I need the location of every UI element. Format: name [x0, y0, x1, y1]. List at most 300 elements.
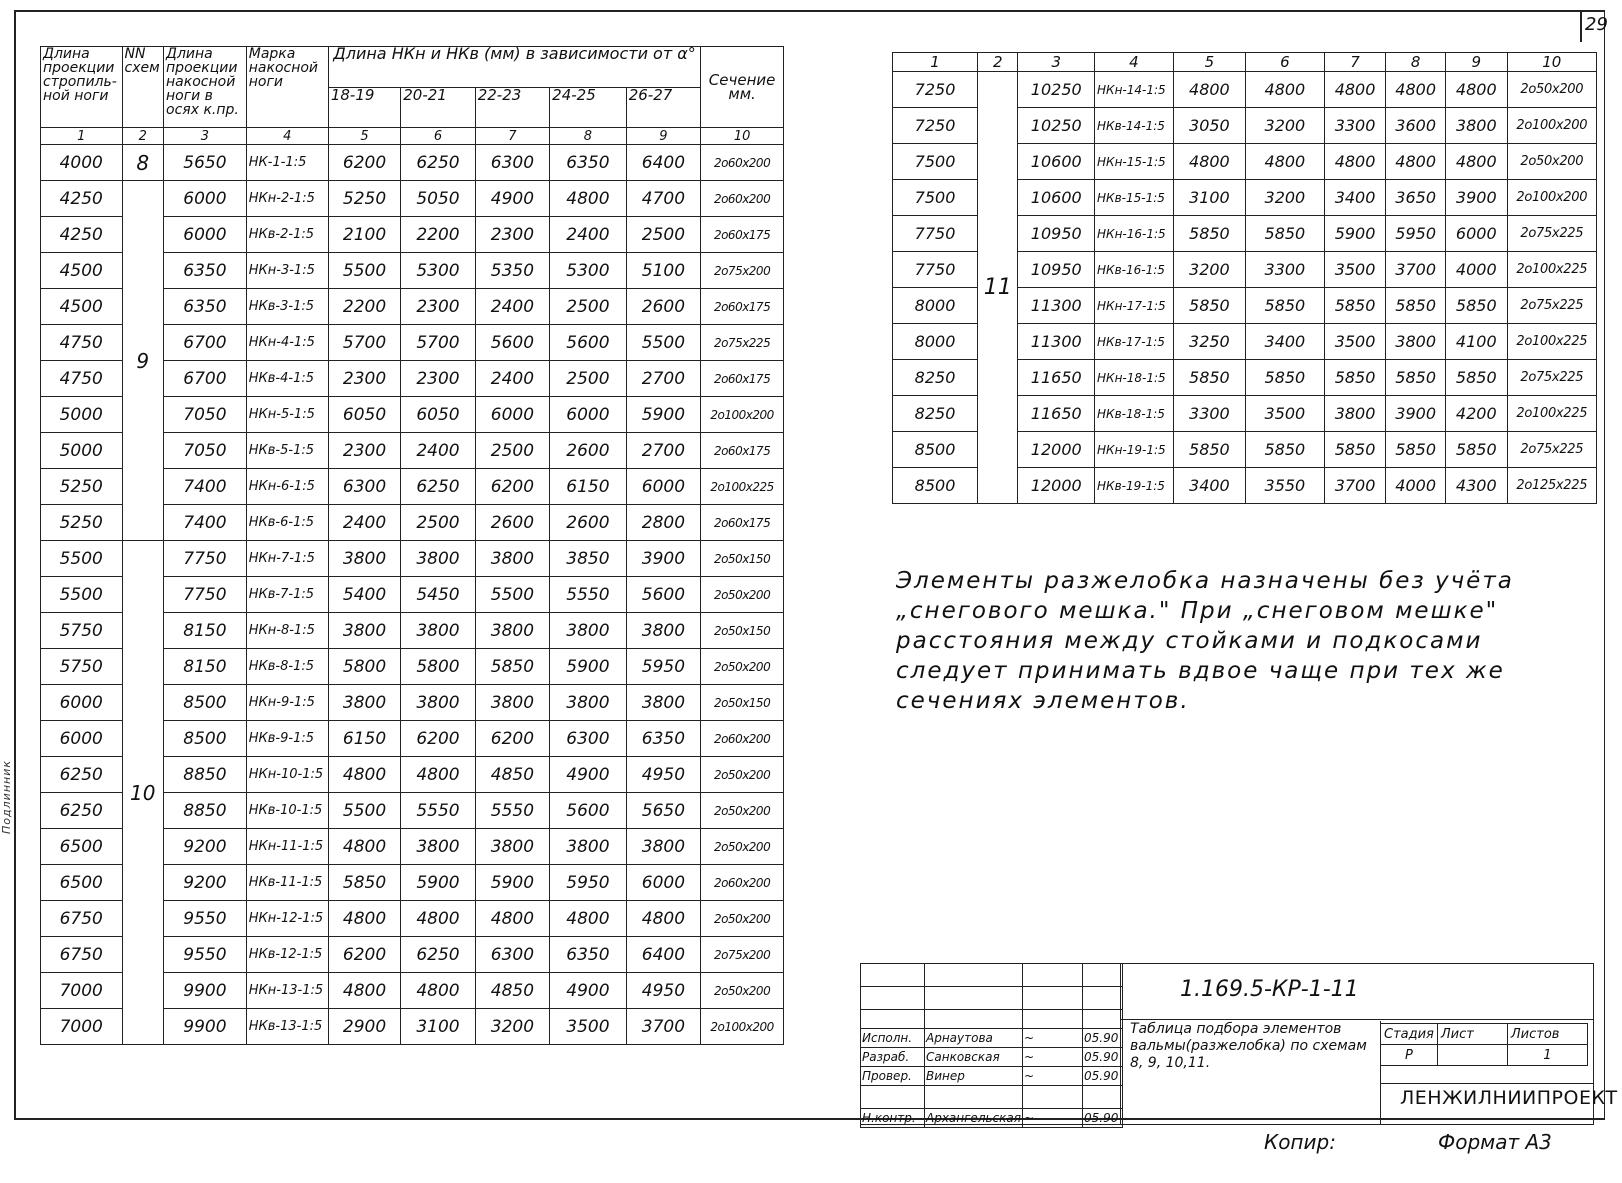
length-value-cell: 2600	[550, 505, 627, 541]
copy-label: Копир:	[1264, 1130, 1336, 1154]
rafter-length-cell: 5500	[41, 541, 123, 577]
header-hip-mark: Марка накосной ноги	[246, 47, 328, 128]
length-value-cell: 2700	[626, 433, 700, 469]
length-value-cell: 3300	[1324, 108, 1386, 144]
length-value-cell: 6200	[475, 469, 549, 505]
hip-length-cell: 6700	[164, 325, 247, 361]
length-value-cell: 2300	[401, 361, 475, 397]
col-index: 4	[246, 128, 328, 145]
length-value-cell: 5950	[550, 865, 627, 901]
col-index: 5	[328, 128, 400, 145]
hip-mark-cell: НКв-18-1:5	[1095, 396, 1174, 432]
length-value-cell: 2600	[475, 505, 549, 541]
rafter-length-cell: 5750	[41, 613, 123, 649]
rafter-length-cell: 4250	[41, 217, 123, 253]
rafter-length-cell: 8500	[893, 468, 978, 504]
rafter-length-cell: 8250	[893, 396, 978, 432]
section-cell: 2о100х225	[1507, 324, 1596, 360]
hip-mark-cell: НКв-9-1:5	[246, 721, 328, 757]
length-value-cell: 5850	[328, 865, 400, 901]
hip-length-cell: 9900	[164, 1009, 247, 1045]
length-value-cell: 5500	[475, 577, 549, 613]
hip-length-cell: 10950	[1018, 216, 1095, 252]
signer-row	[861, 1029, 1123, 1048]
length-value-cell: 4800	[1173, 72, 1245, 108]
table-row	[41, 145, 784, 181]
section-cell: 2о50х150	[701, 685, 784, 721]
angle-header: 26-27	[626, 88, 700, 128]
length-value-cell: 3900	[1445, 180, 1507, 216]
hip-mark-cell: НКв-10-1:5	[246, 793, 328, 829]
length-value-cell: 6350	[550, 937, 627, 973]
length-value-cell: 3800	[328, 541, 400, 577]
length-value-cell: 3400	[1246, 324, 1325, 360]
section-cell: 2о50х200	[701, 973, 784, 1009]
section-cell: 2о50х200	[701, 757, 784, 793]
section-cell: 2о50х150	[701, 613, 784, 649]
rafter-length-cell: 7500	[893, 180, 978, 216]
header-scheme-no: NN схем	[122, 47, 164, 128]
length-value-cell: 3500	[1324, 252, 1386, 288]
hip-mark-cell: НКв-7-1:5	[246, 577, 328, 613]
signature: ~	[1022, 1067, 1082, 1086]
hip-length-cell: 8850	[164, 793, 247, 829]
hip-mark-cell: НКн-7-1:5	[246, 541, 328, 577]
length-value-cell: 3500	[1246, 396, 1325, 432]
length-value-cell: 2300	[401, 289, 475, 325]
frame-top-border	[14, 10, 1604, 12]
length-value-cell: 3800	[475, 613, 549, 649]
table-row	[41, 541, 784, 577]
hip-mark-cell: НКн-15-1:5	[1095, 144, 1174, 180]
length-value-cell: 6200	[475, 721, 549, 757]
length-value-cell: 5950	[1386, 216, 1446, 252]
rafter-length-cell: 8500	[893, 432, 978, 468]
hip-length-cell: 10950	[1018, 252, 1095, 288]
signer-role: Н.контр.	[861, 1109, 925, 1128]
length-value-cell: 5850	[1246, 216, 1325, 252]
rafter-length-cell: 5750	[41, 649, 123, 685]
col-index: 5	[1173, 53, 1245, 72]
section-cell: 2о50х200	[701, 577, 784, 613]
length-value-cell: 2200	[328, 289, 400, 325]
length-value-cell: 5850	[1324, 360, 1386, 396]
sheets-header: Листов	[1507, 1024, 1587, 1045]
length-value-cell: 5850	[1246, 432, 1325, 468]
length-value-cell: 4850	[475, 973, 549, 1009]
format-label: Формат А3	[1438, 1130, 1552, 1154]
length-value-cell: 6000	[626, 469, 700, 505]
length-value-cell: 3500	[550, 1009, 627, 1045]
length-value-cell: 3550	[1246, 468, 1325, 504]
section-cell: 2о75х200	[701, 253, 784, 289]
length-value-cell: 5900	[626, 397, 700, 433]
hip-length-cell: 6700	[164, 361, 247, 397]
right-table-body	[893, 53, 1597, 504]
section-cell: 2о50х200	[701, 649, 784, 685]
signature: ~	[1022, 1109, 1082, 1128]
length-value-cell: 6050	[401, 397, 475, 433]
length-value-cell: 2500	[626, 217, 700, 253]
length-value-cell: 3850	[550, 541, 627, 577]
length-value-cell: 3800	[626, 613, 700, 649]
signer-row	[861, 1109, 1123, 1128]
rafter-length-cell: 7500	[893, 144, 978, 180]
header-length-group: Длина НКн и НКв (мм) в зависимости от α°	[328, 47, 700, 88]
hip-mark-cell: НКн-5-1:5	[246, 397, 328, 433]
length-value-cell: 5050	[401, 181, 475, 217]
length-value-cell: 6200	[328, 145, 400, 181]
signature: ~	[1022, 1029, 1082, 1048]
hip-length-cell: 7400	[164, 469, 247, 505]
length-value-cell: 6050	[328, 397, 400, 433]
signature-grid	[860, 963, 1123, 1128]
length-value-cell: 2400	[328, 505, 400, 541]
length-value-cell: 2300	[475, 217, 549, 253]
length-value-cell: 3700	[1324, 468, 1386, 504]
length-value-cell: 2400	[550, 217, 627, 253]
length-value-cell: 2300	[328, 433, 400, 469]
hip-mark-cell: НКн-12-1:5	[246, 901, 328, 937]
hip-length-cell: 7050	[164, 433, 247, 469]
length-value-cell: 2600	[550, 433, 627, 469]
hip-length-cell: 11650	[1018, 396, 1095, 432]
hip-length-cell: 9550	[164, 937, 247, 973]
scheme-number-cell: 9	[122, 181, 164, 541]
sheets-value: 1	[1507, 1045, 1587, 1066]
col-index: 9	[626, 128, 700, 145]
length-value-cell: 5450	[401, 577, 475, 613]
length-value-cell: 4800	[1445, 144, 1507, 180]
col-index: 8	[550, 128, 627, 145]
length-value-cell: 3800	[328, 613, 400, 649]
section-cell: 2о75х225	[701, 325, 784, 361]
section-cell: 2о100х200	[1507, 180, 1596, 216]
right-index-row	[893, 53, 1597, 72]
length-value-cell: 3700	[626, 1009, 700, 1045]
rafter-length-cell: 6000	[41, 685, 123, 721]
length-value-cell: 4900	[550, 973, 627, 1009]
section-cell: 2о100х200	[1507, 108, 1596, 144]
section-cell: 2о60х200	[701, 865, 784, 901]
hip-length-cell: 8500	[164, 721, 247, 757]
signer-name: Винер	[925, 1067, 1023, 1086]
frame-right-border	[1604, 10, 1605, 1120]
hip-mark-cell: НКн-19-1:5	[1095, 432, 1174, 468]
length-value-cell: 3800	[475, 829, 549, 865]
section-cell: 2о50х200	[1507, 144, 1596, 180]
length-value-cell: 4200	[1445, 396, 1507, 432]
length-value-cell: 5500	[328, 793, 400, 829]
hip-mark-cell: НКн-6-1:5	[246, 469, 328, 505]
side-stamp: Подлинник	[0, 760, 13, 834]
signer-date: 05.90	[1082, 1109, 1122, 1128]
col-index: 4	[1095, 53, 1174, 72]
rafter-length-cell: 7250	[893, 72, 978, 108]
length-value-cell: 5700	[328, 325, 400, 361]
hip-mark-cell: НК-1-1:5	[246, 145, 328, 181]
length-value-cell: 3800	[401, 685, 475, 721]
section-cell: 2о100х200	[701, 397, 784, 433]
length-value-cell: 5700	[401, 325, 475, 361]
rafter-length-cell: 6750	[41, 901, 123, 937]
section-cell: 2о60х175	[701, 289, 784, 325]
length-value-cell: 5850	[475, 649, 549, 685]
hip-mark-cell: НКн-17-1:5	[1095, 288, 1174, 324]
length-value-cell: 6200	[328, 937, 400, 973]
section-cell: 2о60х200	[701, 145, 784, 181]
hip-mark-cell: НКн-16-1:5	[1095, 216, 1174, 252]
section-cell: 2о60х200	[701, 181, 784, 217]
rafter-length-cell: 7000	[41, 1009, 123, 1045]
length-value-cell: 3800	[1324, 396, 1386, 432]
signer-name: Санковская	[925, 1048, 1023, 1067]
length-value-cell: 4100	[1445, 324, 1507, 360]
rafter-length-cell: 7750	[893, 216, 978, 252]
hip-mark-cell: НКв-11-1:5	[246, 865, 328, 901]
hip-mark-cell: НКв-4-1:5	[246, 361, 328, 397]
rafter-length-cell: 5500	[41, 577, 123, 613]
length-value-cell: 3800	[550, 613, 627, 649]
length-value-cell: 5600	[475, 325, 549, 361]
length-value-cell: 5900	[401, 865, 475, 901]
col-index: 10	[701, 128, 784, 145]
hip-mark-cell: НКв-19-1:5	[1095, 468, 1174, 504]
hip-length-cell: 12000	[1018, 468, 1095, 504]
length-value-cell: 4800	[1246, 72, 1325, 108]
signature: ~	[1022, 1048, 1082, 1067]
length-value-cell: 5850	[1445, 432, 1507, 468]
signer-role: Разраб.	[861, 1048, 925, 1067]
length-value-cell: 5650	[626, 793, 700, 829]
length-value-cell: 3800	[550, 685, 627, 721]
length-value-cell: 3300	[1246, 252, 1325, 288]
hip-length-cell: 11650	[1018, 360, 1095, 396]
header-section: Сечение мм.	[701, 47, 784, 128]
rafter-length-cell: 6500	[41, 829, 123, 865]
hip-length-cell: 7400	[164, 505, 247, 541]
length-value-cell: 5850	[1173, 360, 1245, 396]
length-value-cell: 6000	[1445, 216, 1507, 252]
length-value-cell: 5850	[1246, 288, 1325, 324]
title-block	[860, 963, 1618, 1125]
length-value-cell: 3800	[1445, 108, 1507, 144]
rafter-length-cell: 5000	[41, 397, 123, 433]
length-value-cell: 6400	[626, 937, 700, 973]
hip-length-cell: 6350	[164, 253, 247, 289]
length-value-cell: 3300	[1173, 396, 1245, 432]
length-value-cell: 4850	[475, 757, 549, 793]
rafter-length-cell: 7750	[893, 252, 978, 288]
hip-length-cell: 5650	[164, 145, 247, 181]
length-value-cell: 4800	[550, 901, 627, 937]
note-text: Элементы разжелобка назначены без учёта „снегового мешка." При „снеговом мешке" расстояния между стойками и подкосами следует принимать вдвое чаще при тех же сечениях элементов.	[896, 568, 1514, 714]
length-value-cell: 3600	[1386, 108, 1446, 144]
length-value-cell: 4000	[1386, 468, 1446, 504]
length-value-cell: 4800	[1324, 144, 1386, 180]
header-hip-length: Длина проекции накосной ноги в осях к.пр.	[164, 47, 247, 128]
hip-mark-cell: НКн-11-1:5	[246, 829, 328, 865]
length-value-cell: 2300	[328, 361, 400, 397]
hip-length-cell: 10250	[1018, 72, 1095, 108]
length-value-cell: 4800	[1386, 144, 1446, 180]
length-value-cell: 5600	[550, 325, 627, 361]
frame-left-border	[14, 10, 16, 1120]
length-value-cell: 6350	[626, 721, 700, 757]
length-value-cell: 4800	[328, 829, 400, 865]
table-row	[893, 72, 1597, 108]
rafter-length-cell: 8000	[893, 324, 978, 360]
length-value-cell: 2600	[626, 289, 700, 325]
length-value-cell: 6300	[550, 721, 627, 757]
length-value-cell: 5300	[401, 253, 475, 289]
rafter-length-cell: 7250	[893, 108, 978, 144]
right-element-table	[892, 52, 1597, 504]
left-element-table	[40, 46, 784, 1045]
length-value-cell: 6200	[401, 721, 475, 757]
length-value-cell: 6300	[475, 937, 549, 973]
sheet-number-divider	[1580, 12, 1582, 42]
length-value-cell: 6250	[401, 145, 475, 181]
length-value-cell: 4300	[1445, 468, 1507, 504]
length-value-cell: 3800	[626, 829, 700, 865]
hip-mark-cell: НКв-3-1:5	[246, 289, 328, 325]
left-header-row	[41, 47, 784, 88]
hip-mark-cell: НКн-13-1:5	[246, 973, 328, 1009]
left-table-body	[41, 145, 784, 1045]
signer-row	[861, 1067, 1123, 1086]
length-value-cell: 5550	[550, 577, 627, 613]
hip-mark-cell: НКв-17-1:5	[1095, 324, 1174, 360]
length-value-cell: 4900	[550, 757, 627, 793]
angle-header: 20-21	[401, 88, 475, 128]
hip-length-cell: 6350	[164, 289, 247, 325]
length-value-cell: 3800	[401, 541, 475, 577]
length-value-cell: 5850	[1386, 288, 1446, 324]
length-value-cell: 4800	[1386, 72, 1446, 108]
rafter-length-cell: 7000	[41, 973, 123, 1009]
length-value-cell: 5500	[626, 325, 700, 361]
section-cell: 2о100х225	[1507, 252, 1596, 288]
length-value-cell: 5850	[1445, 288, 1507, 324]
hip-length-cell: 8500	[164, 685, 247, 721]
hip-length-cell: 7050	[164, 397, 247, 433]
length-value-cell: 3900	[1386, 396, 1446, 432]
length-value-cell: 2400	[475, 289, 549, 325]
rafter-length-cell: 5000	[41, 433, 123, 469]
col-index: 6	[1246, 53, 1325, 72]
hip-mark-cell: НКв-6-1:5	[246, 505, 328, 541]
length-value-cell: 4800	[401, 973, 475, 1009]
length-value-cell: 3700	[1386, 252, 1446, 288]
length-value-cell: 4700	[626, 181, 700, 217]
hip-mark-cell: НКв-5-1:5	[246, 433, 328, 469]
hip-length-cell: 10600	[1018, 144, 1095, 180]
length-value-cell: 6400	[626, 145, 700, 181]
length-value-cell: 5800	[401, 649, 475, 685]
length-value-cell: 6150	[550, 469, 627, 505]
length-value-cell: 6300	[475, 145, 549, 181]
rafter-length-cell: 6750	[41, 937, 123, 973]
signer-name: Архангельская	[925, 1109, 1023, 1128]
length-value-cell: 3800	[401, 829, 475, 865]
length-value-cell: 3900	[626, 541, 700, 577]
length-value-cell: 5500	[328, 253, 400, 289]
length-value-cell: 4800	[475, 901, 549, 937]
col-index: 8	[1386, 53, 1446, 72]
length-value-cell: 5900	[550, 649, 627, 685]
scheme-number-cell: 8	[122, 145, 164, 181]
section-cell: 2о50х200	[1507, 72, 1596, 108]
length-value-cell: 4000	[1445, 252, 1507, 288]
col-index: 2	[978, 53, 1018, 72]
hip-length-cell: 11300	[1018, 324, 1095, 360]
hip-mark-cell: НКв-13-1:5	[246, 1009, 328, 1045]
length-value-cell: 5900	[1324, 216, 1386, 252]
rafter-length-cell: 6000	[41, 721, 123, 757]
signer-date: 05.90	[1082, 1029, 1122, 1048]
length-value-cell: 5100	[626, 253, 700, 289]
rafter-length-cell: 4500	[41, 253, 123, 289]
stage-header: Стадия	[1381, 1024, 1438, 1045]
table-row	[41, 181, 784, 217]
hip-length-cell: 12000	[1018, 432, 1095, 468]
sheet-header: Лист	[1437, 1024, 1507, 1045]
scheme-number-cell: 11	[978, 72, 1018, 504]
length-value-cell: 3100	[1173, 180, 1245, 216]
section-cell: 2о125х225	[1507, 468, 1596, 504]
length-value-cell: 4800	[626, 901, 700, 937]
hip-length-cell: 11300	[1018, 288, 1095, 324]
signer-date: 05.90	[1082, 1067, 1122, 1086]
length-value-cell: 3650	[1386, 180, 1446, 216]
rafter-length-cell: 4500	[41, 289, 123, 325]
hip-length-cell: 9900	[164, 973, 247, 1009]
col-index: 7	[1324, 53, 1386, 72]
length-value-cell: 2400	[475, 361, 549, 397]
length-value-cell: 5950	[626, 649, 700, 685]
length-value-cell: 3800	[626, 685, 700, 721]
length-value-cell: 4800	[1324, 72, 1386, 108]
length-value-cell: 2400	[401, 433, 475, 469]
section-cell: 2о50х200	[701, 901, 784, 937]
length-value-cell: 6250	[401, 469, 475, 505]
hip-length-cell: 9200	[164, 829, 247, 865]
length-value-cell: 5850	[1173, 216, 1245, 252]
rafter-length-cell: 4750	[41, 325, 123, 361]
length-value-cell: 6150	[328, 721, 400, 757]
length-value-cell: 6250	[401, 937, 475, 973]
col-index: 3	[1018, 53, 1095, 72]
length-value-cell: 3800	[475, 685, 549, 721]
section-cell: 2о75х225	[1507, 432, 1596, 468]
sheet-number: 29	[1585, 14, 1608, 35]
length-value-cell: 3250	[1173, 324, 1245, 360]
length-value-cell: 4800	[550, 181, 627, 217]
section-cell: 2о75х225	[1507, 360, 1596, 396]
length-value-cell: 2500	[550, 361, 627, 397]
length-value-cell: 3800	[401, 613, 475, 649]
section-cell: 2о60х175	[701, 361, 784, 397]
angle-header: 22-23	[475, 88, 549, 128]
section-cell: 2о100х200	[701, 1009, 784, 1045]
length-value-cell: 6000	[475, 397, 549, 433]
length-value-cell: 6350	[550, 145, 627, 181]
hip-length-cell: 8150	[164, 649, 247, 685]
section-cell: 2о75х225	[1507, 288, 1596, 324]
rafter-length-cell: 4750	[41, 361, 123, 397]
length-value-cell: 6300	[328, 469, 400, 505]
